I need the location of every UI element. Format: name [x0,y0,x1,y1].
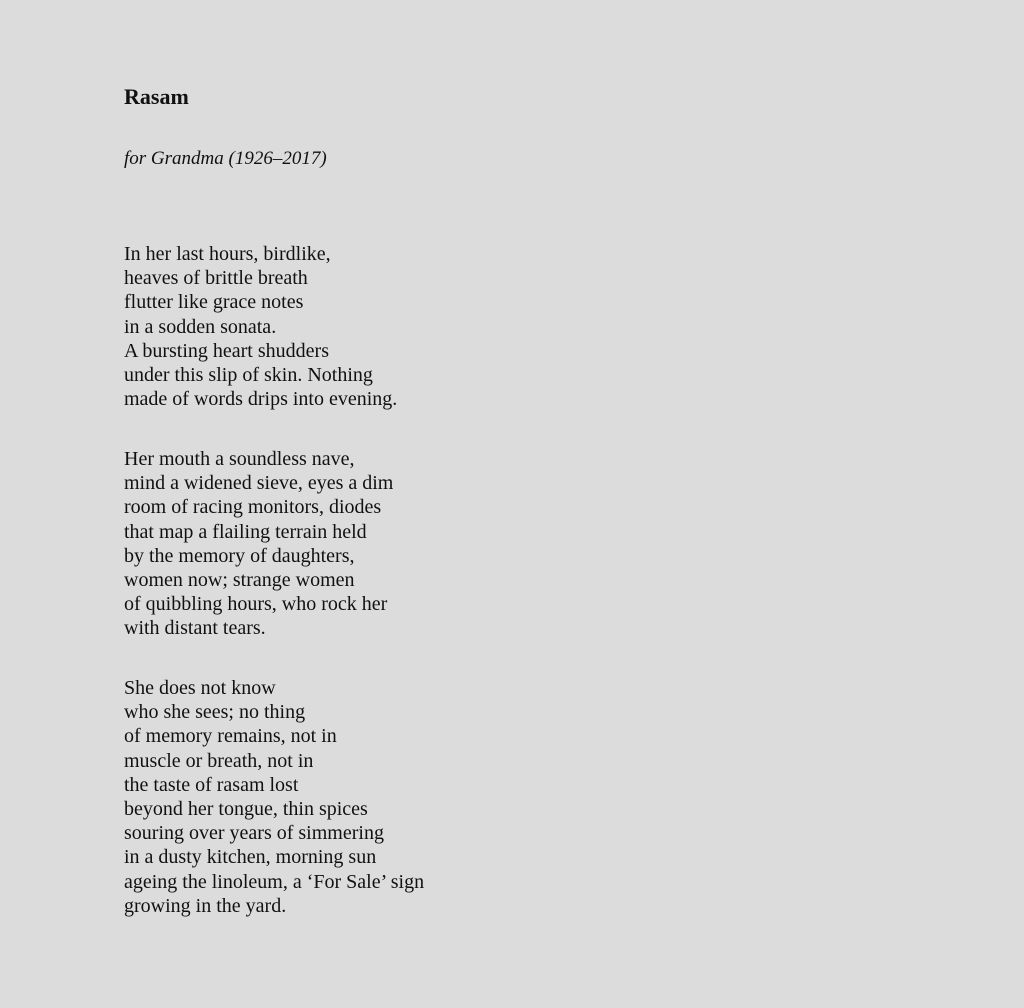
poem-line: by the memory of daughters, [124,544,355,567]
poem-line: with distant tears. [124,617,266,640]
poem-line: women now; strange women [124,569,355,592]
poem-line: flutter like grace notes [124,291,304,314]
poem-line: mind a widened sieve, eyes a dim [124,472,394,495]
poem-line: souring over years of simmering [124,822,384,845]
poem-line: In her last hours, birdlike, [124,243,331,265]
poem-line: room of racing monitors, diodes [124,496,382,519]
poem-line: in a sodden sonata. [124,315,277,338]
poem-title: Rasam [124,84,189,109]
poem-line: that map a flailing terrain held [124,520,367,543]
poem-dedication: for Grandma (1926–2017) [124,148,327,169]
poem-line: A bursting heart shudders [124,339,329,362]
poem-line: Her mouth a soundless nave, [124,448,355,470]
poem-line: growing in the yard. [124,894,287,917]
poem-line: beyond her tongue, thin spices [124,798,368,821]
poem-line: She does not know [124,677,276,699]
poem-line: ageing the linoleum, a ‘For Sale’ sign [124,870,425,893]
poem-line: of quibbling hours, who rock her [124,593,388,616]
poem-line: who she sees; no thing [124,701,306,724]
poem-line: the taste of rasam lost [124,773,299,796]
poem-stanza-2 [124,447,393,641]
poem-line: made of words drips into evening. [124,388,398,411]
poem-line: in a dusty kitchen, morning sun [124,846,377,869]
poem-line: of memory remains, not in [124,725,337,748]
poem-stanza-3 [124,676,424,918]
poem-line: muscle or breath, not in [124,749,314,772]
poem-line: under this slip of skin. Nothing [124,364,373,387]
poem-stanza-1 [124,242,397,411]
poem-line: heaves of brittle breath [124,267,308,290]
